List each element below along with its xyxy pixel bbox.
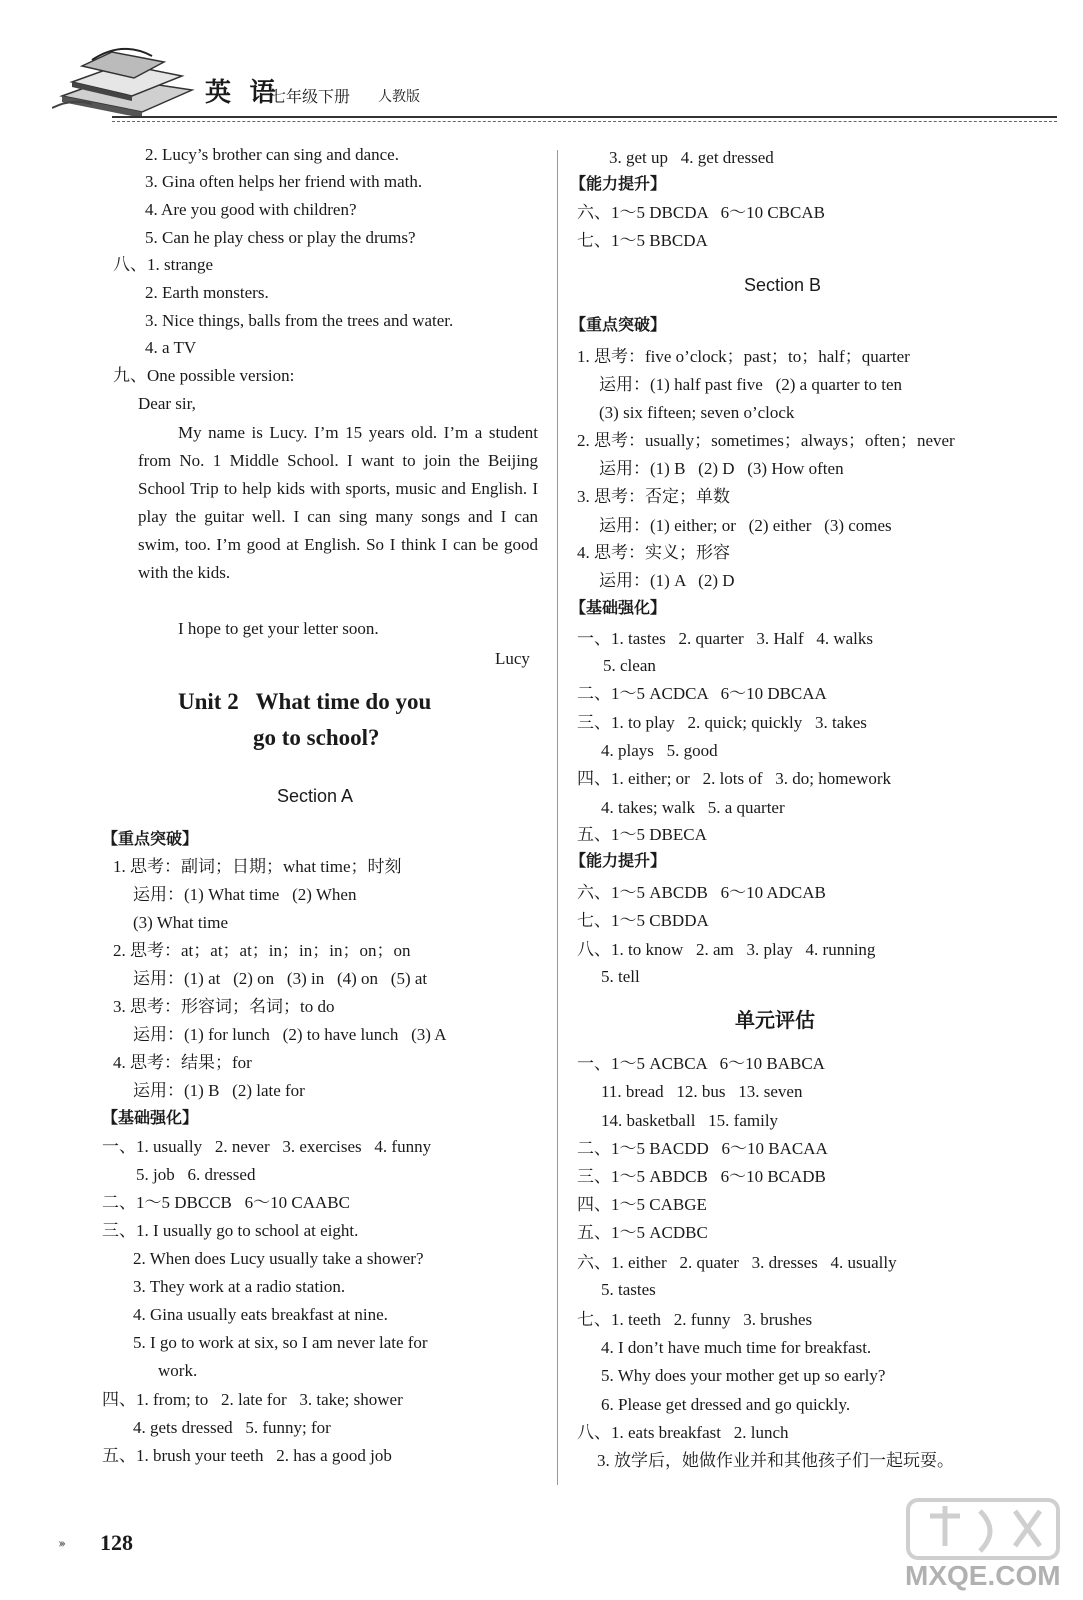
answer-line: 5. Can he play chess or play the drums? [145, 228, 416, 247]
answer-line: 运用：(1) half past five (2) a quarter to ten [599, 375, 903, 394]
answer-line: 4. I don’t have much time for breakfast. [601, 1338, 872, 1357]
answer-line: 四、1. either; or 2. lots of 3. do; homework [577, 769, 891, 788]
answer-line: 2. Earth monsters. [145, 283, 269, 302]
answer-line: 3. get up 4. get dressed [609, 148, 774, 167]
block-heading: 【基础强化】 [102, 1108, 199, 1127]
answer-line: 三、1. I usually go to school at eight. [102, 1221, 359, 1240]
answer-line: 6. Please get dressed and go quickly. [601, 1395, 851, 1414]
answer-line: 运用：(1) What time (2) When [133, 885, 357, 904]
answer-line: 运用：(1) for lunch (2) to have lunch (3) A [133, 1025, 447, 1044]
answer-line: 五、1. brush your teeth 2. has a good job [102, 1446, 392, 1465]
answer-line: 2. 思考：usually；sometimes；always；often；never [577, 431, 955, 450]
answer-line: 2. 思考：at；at；at；in；in；in；on；on [113, 941, 411, 960]
block-heading: 【重点突破】 [102, 829, 199, 848]
answer-line: 一、1. usually 2. never 3. exercises 4. funny [102, 1137, 432, 1156]
answer-line: 5. clean [603, 656, 656, 675]
answer-line: 运用：(1) A (2) D [599, 571, 735, 590]
answer-line: 八、1. strange [113, 255, 214, 274]
answer-line: 5. I go to work at six, so I am never late for [133, 1333, 428, 1352]
answer-line: 五、1～5 DBECA [577, 825, 707, 844]
letter-salutation: Dear sir, [138, 394, 196, 413]
answer-line: 2. When does Lucy usually take a shower? [133, 1249, 424, 1268]
answer-line: 5. tell [601, 967, 640, 986]
answer-line: 5. Why does your mother get up so early? [601, 1366, 886, 1385]
answer-line: 二、1～5 ACDCA 6～10 DBCAA [577, 684, 827, 703]
answer-line: 四、1～5 CABGE [577, 1195, 707, 1214]
answer-line: 4. Gina usually eats breakfast at nine. [133, 1305, 388, 1324]
answer-line: 四、1. from; to 2. late for 3. take; shower [102, 1390, 403, 1409]
unit-title: Unit 2 What time do you [178, 689, 432, 714]
column-divider [557, 150, 558, 1485]
answer-line: 六、1～5 ABCDB 6～10 ADCAB [577, 883, 826, 902]
answer-line: 三、1. to play 2. quick; quickly 3. takes [577, 713, 867, 732]
answer-line: 二、1～5 BACDD 6～10 BACAA [577, 1139, 828, 1158]
answer-line: 3. 思考：形容词；名词；to do [113, 997, 335, 1016]
answer-line: 14. basketball 15. family [601, 1111, 779, 1130]
answer-line: (3) six fifteen; seven o’clock [599, 403, 795, 422]
letter-body: My name is Lucy. I’m 15 years old. I’m a student from No. 1 Middle School. I want to join the Beijing School Trip to help kids with sports, music and English. I play the guitar well. I can sing many songs and I can swim, too. I’m good at English. So I think I can be good with the kids. [138, 423, 538, 582]
answer-line: 2. Lucy’s brother can sing and dance. [145, 145, 399, 164]
answer-line: 5. tastes [601, 1280, 656, 1299]
unit-title-line2: go to school? [253, 725, 380, 750]
subject-title: 英 语 [205, 78, 282, 107]
answer-line: 5. job 6. dressed [136, 1165, 256, 1184]
answer-line: 一、1. tastes 2. quarter 3. Half 4. walks [577, 629, 874, 648]
letter-signature: Lucy [495, 649, 530, 668]
watermark-text: MXQE.COM [905, 1560, 1061, 1591]
unit-evaluation-heading: 单元评估 [735, 1010, 815, 1032]
answer-line: 七、1～5 BBCDA [577, 231, 708, 250]
grade-label: 七年级下册 [270, 89, 351, 106]
header-rule [112, 116, 1057, 118]
answer-line: 1. 思考：five o’clock；past；to；half；quarter [577, 347, 910, 366]
answer-line: 4. takes; walk 5. a quarter [601, 798, 785, 817]
answer-line: 一、1～5 ACBCA 6～10 BABCA [577, 1054, 825, 1073]
block-heading: 【能力提升】 [570, 851, 667, 870]
page-number: 128 [100, 1530, 133, 1555]
section-a-heading: Section A [277, 786, 354, 806]
answer-line: 七、1～5 CBDDA [577, 911, 709, 930]
answer-line: 4. a TV [145, 338, 197, 357]
answer-line: 1. 思考：副词；日期；what time；时刻 [113, 857, 402, 876]
answer-line: work. [158, 1361, 198, 1380]
answer-line: 八、1. eats breakfast 2. lunch [577, 1423, 789, 1442]
block-heading: 【基础强化】 [570, 598, 667, 617]
answer-line: 11. bread 12. bus 13. seven [601, 1082, 803, 1101]
answer-line: 4. 思考：实义；形容 [577, 543, 730, 562]
answer-line: 七、1. teeth 2. funny 3. brushes [577, 1310, 813, 1329]
answer-line: 3. They work at a radio station. [133, 1277, 346, 1296]
section-b-heading: Section B [744, 275, 822, 295]
answer-line: 运用：(1) B (2) D (3) How often [599, 459, 844, 478]
answer-line: 4. gets dressed 5. funny; for [133, 1418, 331, 1437]
answer-line: 三、1～5 ABDCB 6～10 BCADB [577, 1167, 826, 1186]
answer-line: 运用：(1) B (2) late for [133, 1081, 305, 1100]
answer-line: 五、1～5 ACDBC [577, 1223, 708, 1242]
answer-line: 3. Nice things, balls from the trees and water. [145, 311, 454, 330]
answer-line: (3) What time [133, 913, 229, 932]
answer-line: 3. Gina often helps her friend with math. [145, 172, 423, 191]
answer-line: 3. 放学后，她做作业并和其他孩子们一起玩耍。 [597, 1451, 954, 1470]
answer-line: 二、1～5 DBCCB 6～10 CAABC [102, 1193, 350, 1212]
page-header [0, 0, 1083, 130]
answer-line: 4. Are you good with children? [145, 200, 357, 219]
answer-line: 4. 思考：结果；for [113, 1053, 252, 1072]
answer-line: 运用：(1) at (2) on (3) in (4) on (5) at [133, 969, 428, 988]
book-stack-logo-icon [52, 38, 202, 120]
letter-closing: I hope to get your letter soon. [178, 619, 379, 638]
answer-line: 4. plays 5. good [601, 741, 718, 760]
answer-line: 运用：(1) either; or (2) either (3) comes [599, 516, 892, 535]
answer-line: 八、1. to know 2. am 3. play 4. running [577, 940, 876, 959]
answer-line: 3. 思考：否定；单数 [577, 487, 730, 506]
answer-line: 六、1～5 DBCDA 6～10 CBCAB [577, 203, 825, 222]
block-heading: 【能力提升】 [570, 174, 667, 193]
header-rule-dashed [112, 121, 1057, 122]
edition-label: 人教版 [378, 90, 420, 105]
page-arrows-icon: ››› [58, 1536, 63, 1551]
block-heading: 【重点突破】 [570, 315, 667, 334]
answer-line: 九、One possible version: [113, 366, 295, 385]
answer-line: 六、1. either 2. quater 3. dresses 4. usually [577, 1253, 897, 1272]
